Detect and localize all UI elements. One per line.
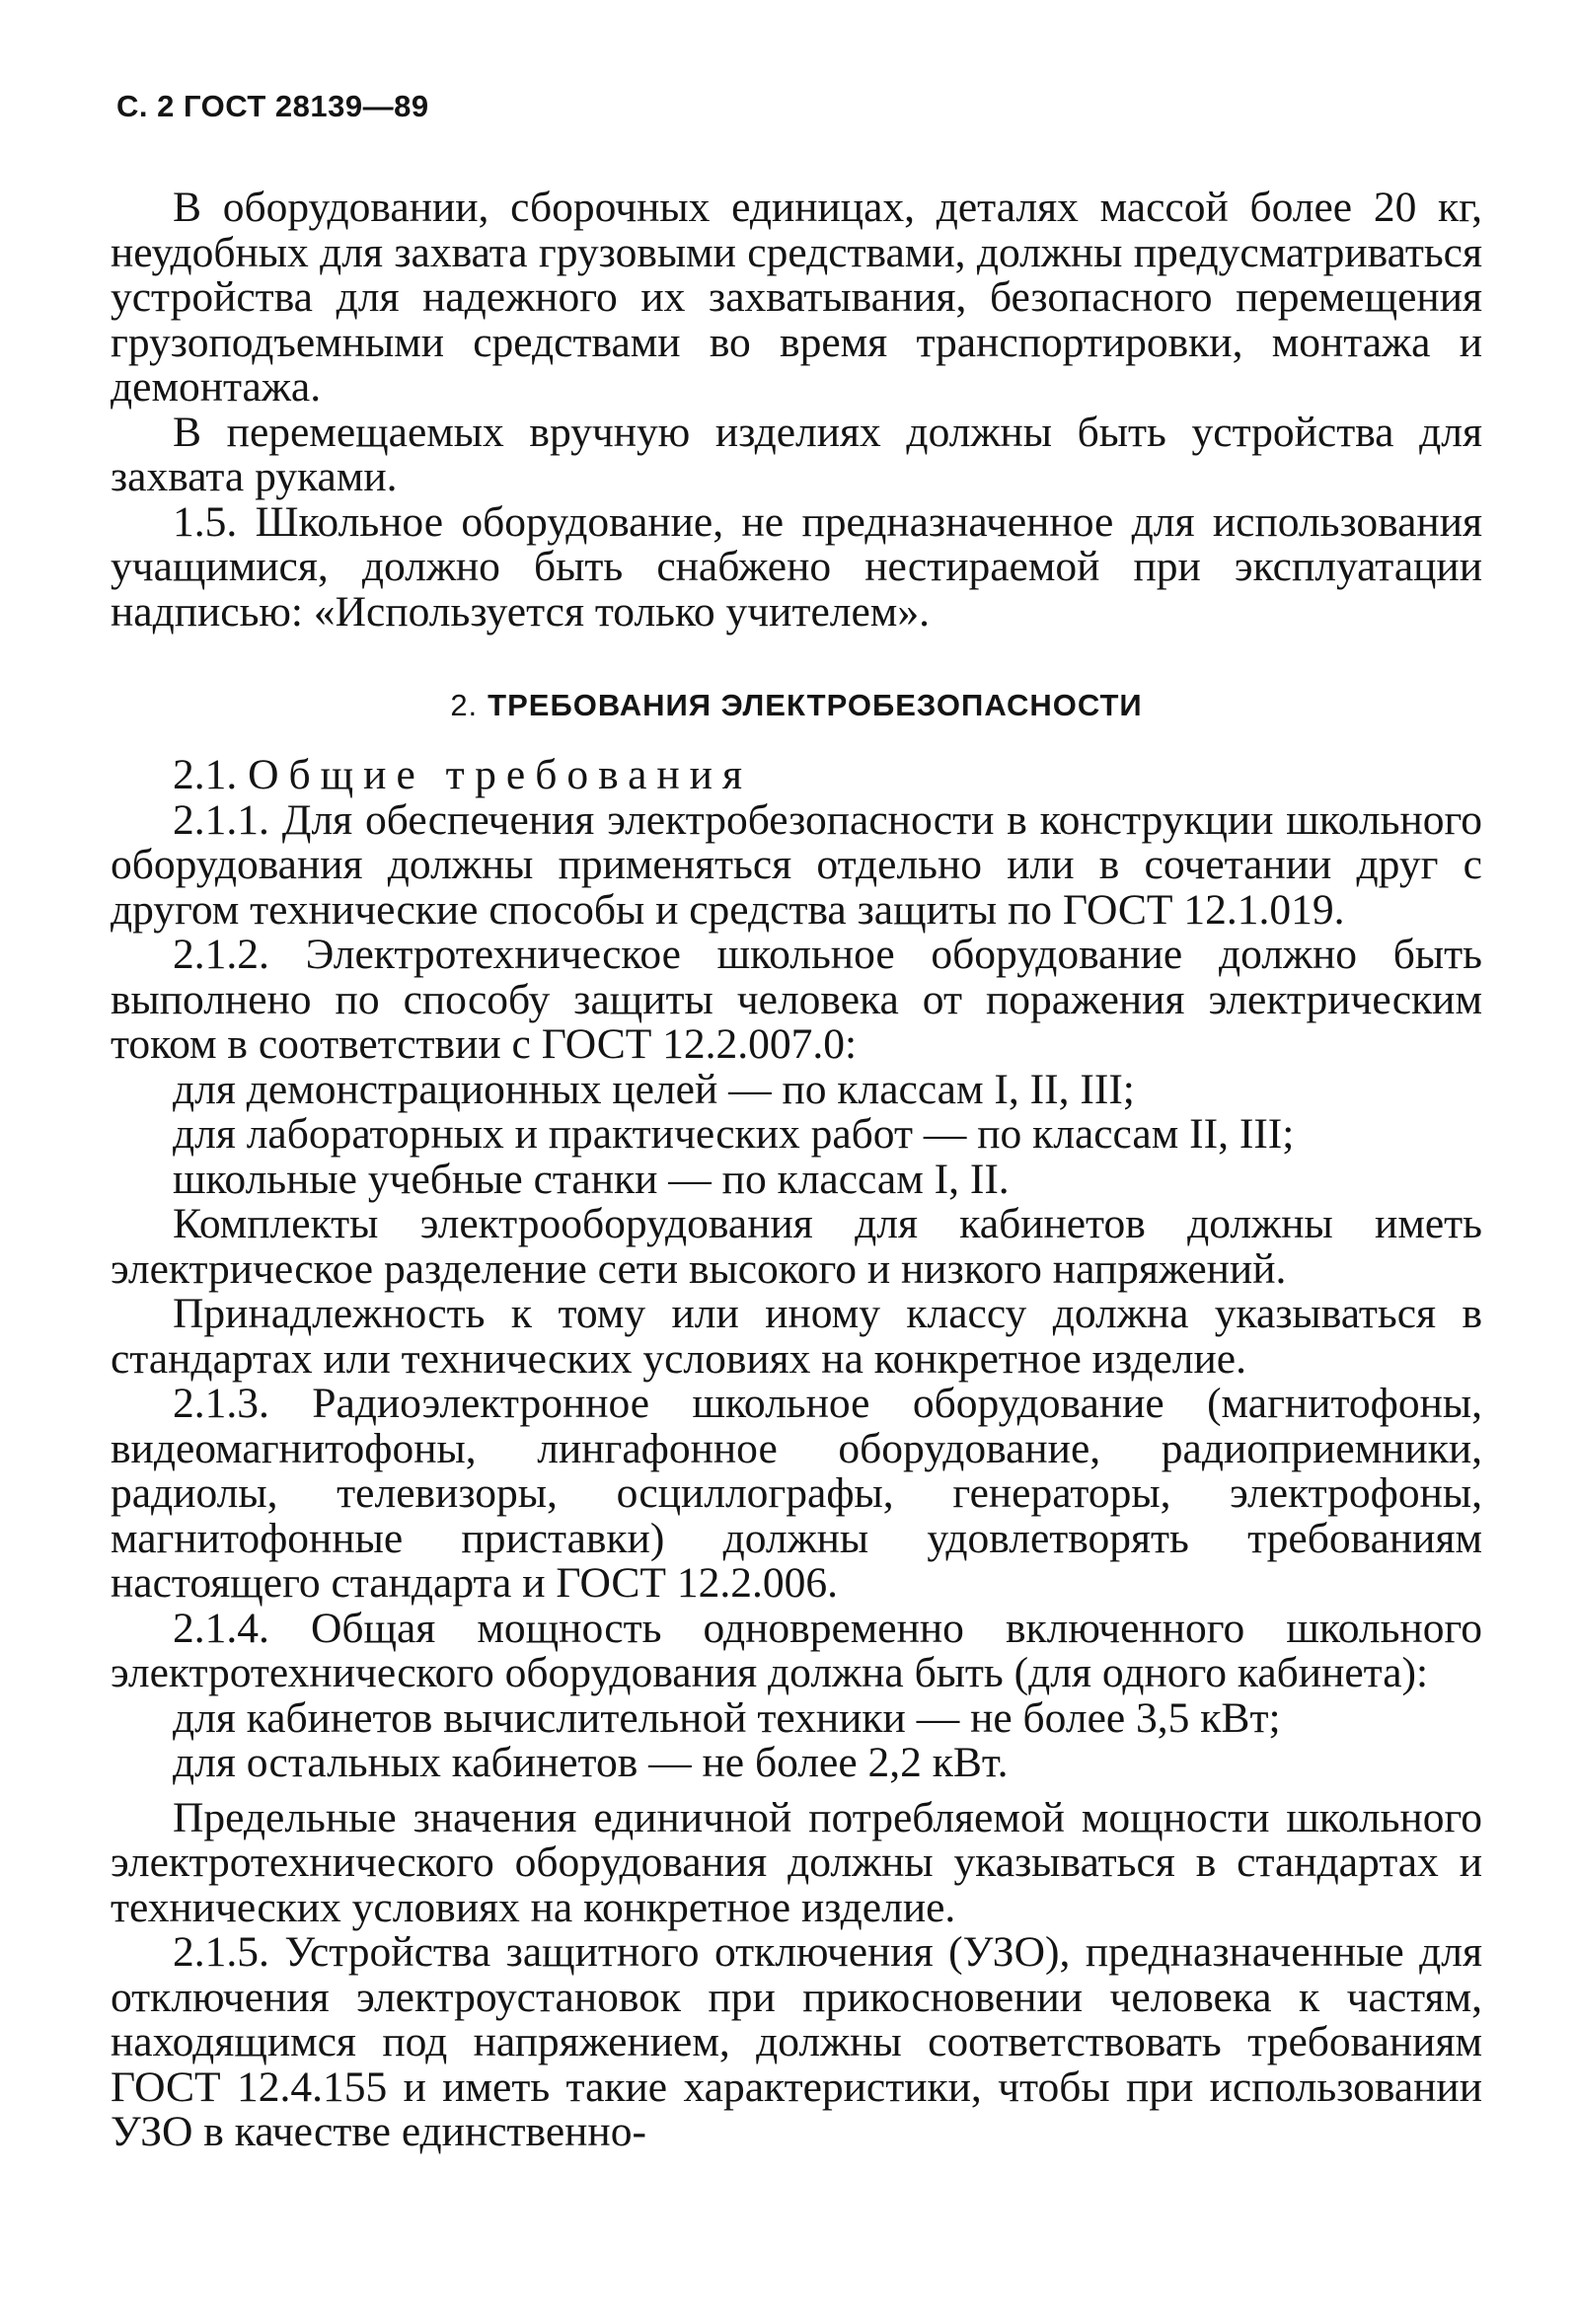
list-item-other-rooms: для остальных кабинетов — не более 2,2 кВт.: [173, 1739, 1009, 1786]
subsection-heading: [111, 753, 1482, 798]
running-head: С. 2 ГОСТ 28139—89: [116, 89, 429, 123]
section-title: ТРЕБОВАНИЯ ЭЛЕКТРОБЕЗОПАСНОСТИ: [488, 688, 1143, 722]
subsection-title: Общие требования: [248, 751, 752, 798]
section-number: 2.: [450, 688, 479, 722]
list-item-computer-rooms: для кабинетов вычислительной техники — не более 3,5 кВт;: [173, 1693, 1281, 1742]
list-item-demo-classes: для демонстрационных целей — по классам I, II, III;: [173, 1065, 1135, 1113]
paragraph-heavy-parts: В оборудовании, сборочных единицах, деталях массой более 20 кг, неудобных для захвата грузовыми средствами, должны предусматриваться устройства для надежного их захватывания, безопасного перемещения грузоподъемными средствами во время транспортировки, монтажа и демонтажа.: [111, 184, 1482, 411]
clause-2-1-3: 2.1.3. Радиоэлектронное школьное оборудование (магнитофоны, видеомагнитофоны, лингафонное оборудование, радиоприемники, радиолы, телевизоры, осциллографы, генераторы, электрофоны, магнитофонные приставки) должны удовлетворять требованиям настоящего стандарта и ГОСТ 12.2.006.: [111, 1380, 1482, 1607]
paragraph-hand-carried: В перемещаемых вручную изделиях должны быть устройства для захвата руками.: [111, 408, 1482, 500]
clause-2-1-5: 2.1.5. Устройства защитного отключения (УЗО), предназначенные для отключения электроустановок при прикосновении человека к частям, находящимся под напряжением, должны соответствовать требованиям ГОСТ 12.4.155 и иметь такие характеристики, чтобы при использовании УЗО в качестве единственно-: [111, 1928, 1482, 2155]
section-heading: [111, 686, 1482, 725]
paragraph-class-indication: Принадлежность к тому или иному классу должна указываться в стандартах или технических условиях на конкретное изделие.: [111, 1290, 1482, 1383]
subsection-number: 2.1.: [173, 751, 238, 798]
document-body: [111, 186, 1482, 2155]
paragraph-1-5: 1.5. Школьное оборудование, не предназначенное для использования учащимися, должно быть снабжено нестираемой при эксплуатации надписью: «Используется только учителем».: [111, 497, 1482, 636]
clause-2-1-4: 2.1.4. Общая мощность одновременно включенного школьного электротехнического оборудования должна быть (для одного кабинета):: [111, 1604, 1482, 1696]
list-item-machine-classes: школьные учебные станки — по классам I, II.: [173, 1155, 1010, 1203]
paragraph-power-limits: Предельные значения единичной потребляемой мощности школьного электротехнического оборудования должны указываться в стандартах и технических условиях на конкретное изделие.: [111, 1793, 1482, 1931]
list-item-lab-classes: для лабораторных и практических работ — по классам II, III;: [173, 1110, 1295, 1158]
clause-2-1-2: 2.1.2. Электротехническое школьное оборудование должно быть выполнено по способу защиты человека от поражения электрическим током в соответствии с ГОСТ 12.2.007.0:: [111, 931, 1482, 1068]
paragraph-equipment-sets: Комплекты электрооборудования для кабинетов должны иметь электрическое разделение сети высокого и низкого напряжений.: [111, 1200, 1482, 1293]
clause-2-1-1: 2.1.1. Для обеспечения электробезопасности в конструкции школьного оборудования должны применяться отдельно или в сочетании друг с другом технические способы и средства защиты по ГОСТ 12.1.019.: [111, 795, 1482, 934]
